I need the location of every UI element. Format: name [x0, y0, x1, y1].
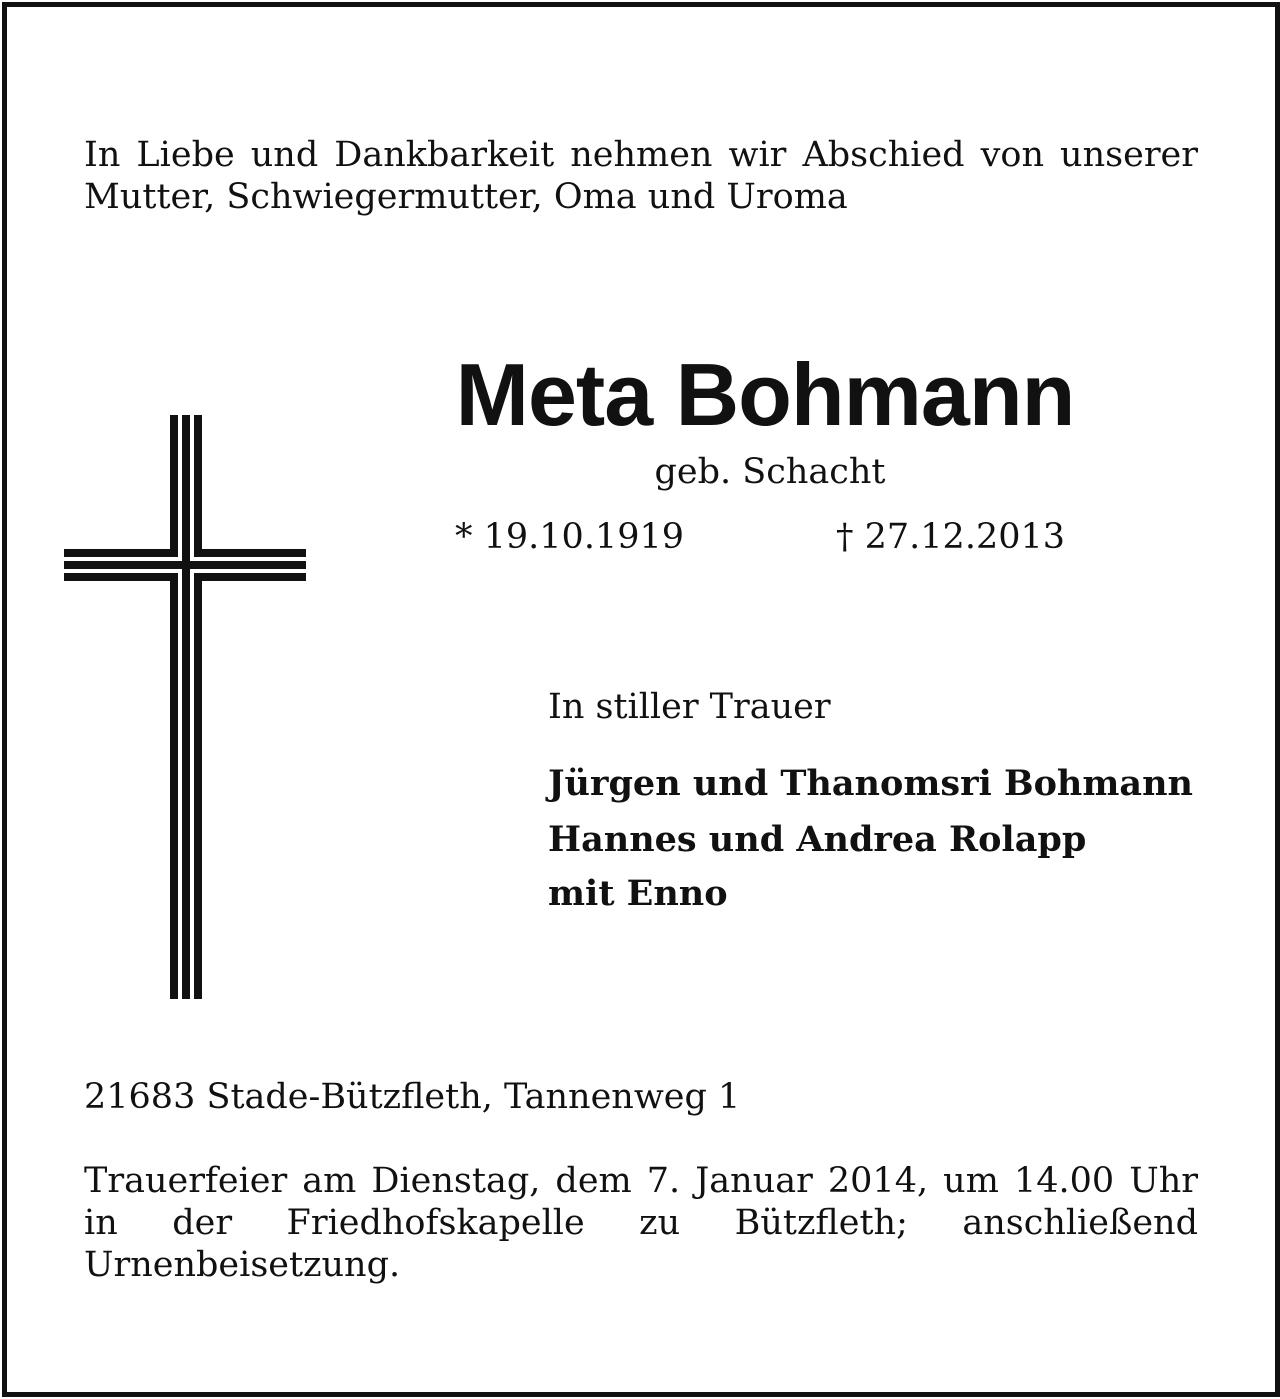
maiden-name: geb. Schacht	[654, 452, 886, 492]
intro-text: In Liebe und Dankbarkeit nehmen wir Abschied von unserer Mutter, Schwiegermutter, Oma und Uroma	[84, 135, 1198, 217]
death-date: † 27.12.2013	[836, 517, 1066, 557]
mourner-line: Hannes und Andrea Rolapp	[548, 819, 1087, 860]
mourning-phrase: In stiller Trauer	[548, 687, 831, 727]
birth-date: * 19.10.1919	[455, 517, 685, 557]
deceased-name: Meta Bohmann	[455, 345, 1075, 444]
ceremony-text: Trauerfeier am Dienstag, dem 7. Januar 2014, um 14.00 Uhr in der Friedhofskapelle zu Bützfleth; anschließend Urnenbeisetzung.	[84, 1161, 1198, 1285]
cross-icon	[64, 415, 306, 999]
address-text: 21683 Stade-Bützfleth, Tannenweg 1	[84, 1077, 741, 1117]
mourner-line: Jürgen und Thanomsri Bohmann	[548, 763, 1193, 804]
mourner-line: mit Enno	[548, 873, 728, 914]
